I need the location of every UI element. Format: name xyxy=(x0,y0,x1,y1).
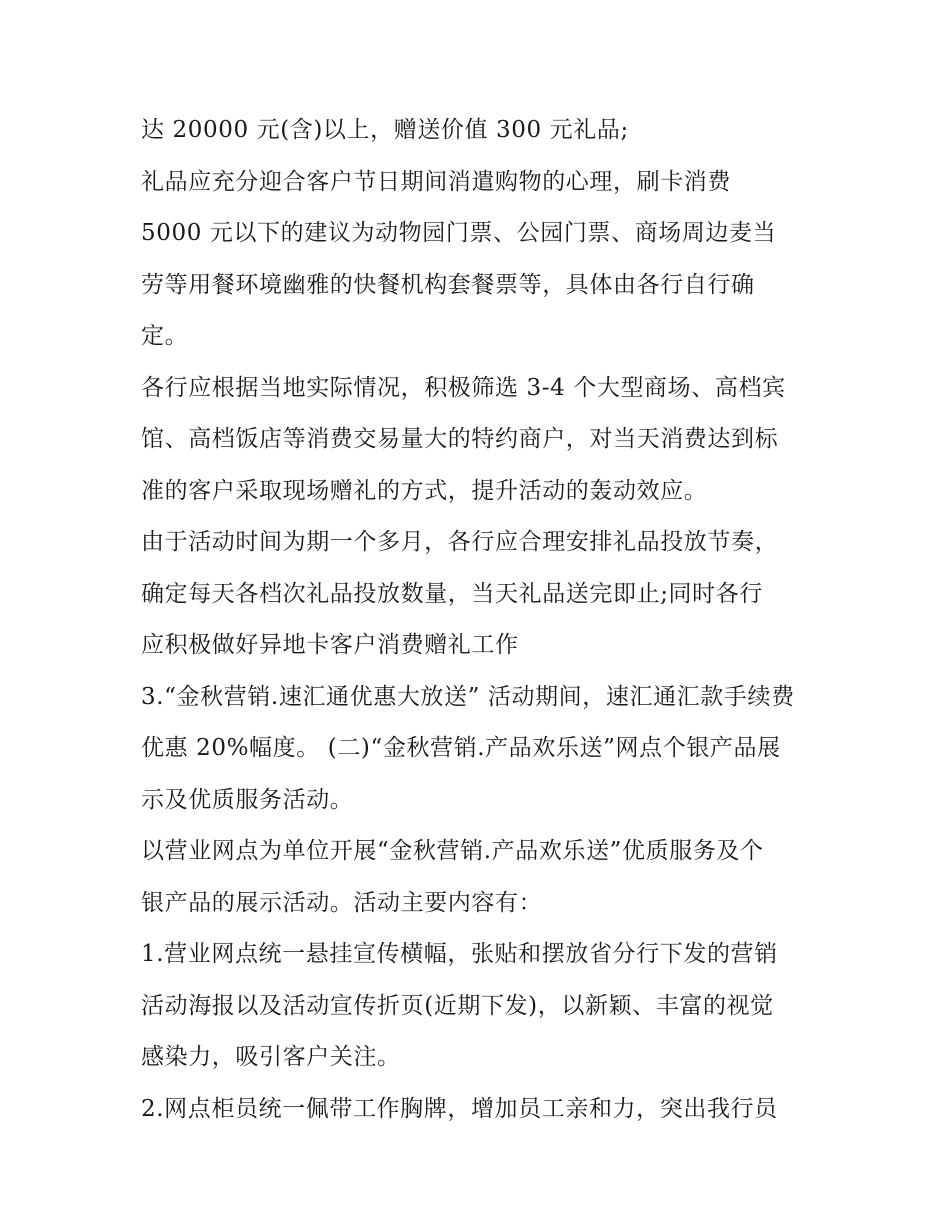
text-line: 银产品的展示活动。活动主要内容有： xyxy=(141,889,543,916)
text-line: 达 20000 元(含)以上，赠送价值 300 元礼品; xyxy=(141,117,629,143)
text-line: 礼品应充分迎合客户节日期间消遣购物的心理，刷卡消费 xyxy=(141,168,731,195)
text-line: 劳等用餐环境幽雅的快餐机构套餐票等，具体由各行自行确 xyxy=(141,271,755,298)
document-body xyxy=(141,108,813,1138)
text-line: 各行应根据当地实际情况，积极筛选 3-4 个大型商场、高档宾 xyxy=(141,374,786,401)
text-line: 5000 元以下的建议为动物园门票、公园门票、商场周边麦当 xyxy=(141,220,777,246)
text-line: 以营业网点为单位开展“金秋营销.产品欢乐送”优质服务及个 xyxy=(141,838,764,864)
text-line: 1.营业网点统一悬挂宣传横幅，张贴和摆放省分行下发的营销 xyxy=(141,941,778,967)
text-line: 2.网点柜员统一佩带工作胸牌，增加员工亲和力，突出我行员 xyxy=(141,1095,778,1122)
text-line: 优惠 20%幅度。 (二)“金秋营销.产品欢乐送”网点个银产品展 xyxy=(141,735,781,761)
text-line: 准的客户采取现场赠礼的方式，提升活动的轰动效应。 xyxy=(141,477,708,504)
text-line: 活动海报以及活动宣传折页(近期下发)，以新颖、丰富的视觉 xyxy=(141,992,774,1019)
text-line: 由于活动时间为期一个多月，各行应合理安排礼品投放节奏， xyxy=(141,529,779,555)
text-line: 确定每天各档次礼品投放数量，当天礼品送完即止;同时各行 xyxy=(141,580,763,607)
text-line: 馆、高档饭店等消费交易量大的特约商户，对当天消费达到标 xyxy=(141,426,779,452)
text-line: 应积极做好异地卡客户消费赠礼工作 xyxy=(141,632,519,658)
text-line: 3.“金秋营销.速汇通优惠大放送” 活动期间，速汇通汇款手续费 xyxy=(141,683,795,710)
text-line: 定。 xyxy=(141,323,189,349)
text-line: 示及优质服务活动。 xyxy=(141,786,354,813)
text-line: 感染力，吸引客户关注。 xyxy=(141,1044,401,1070)
